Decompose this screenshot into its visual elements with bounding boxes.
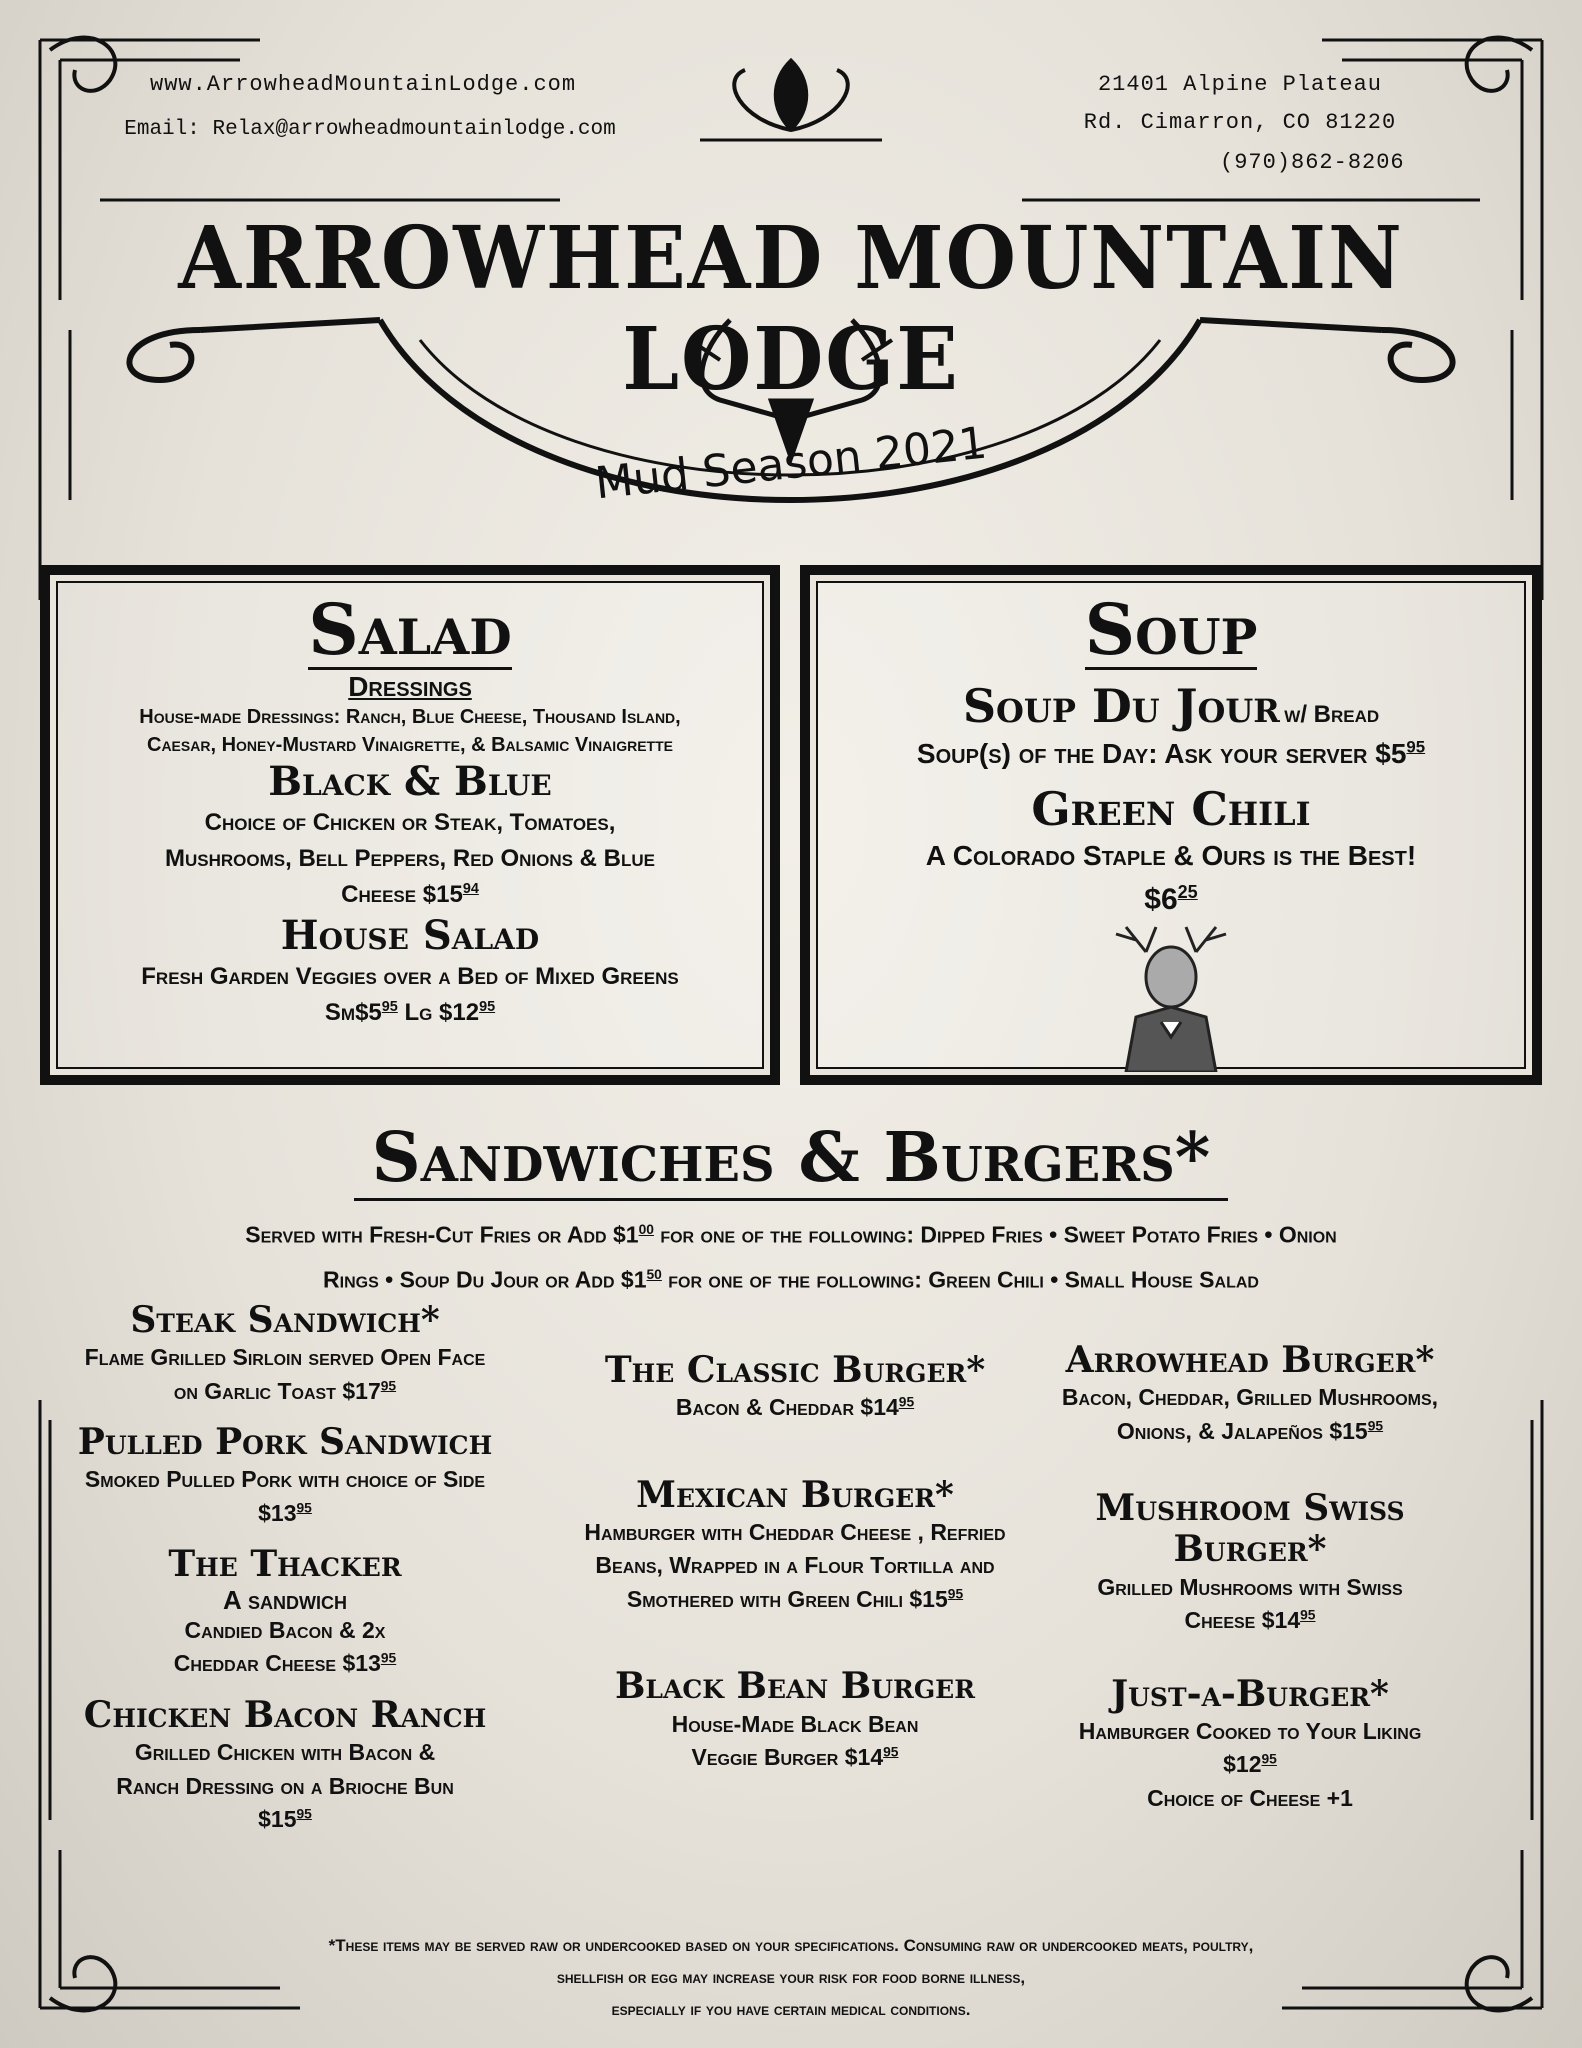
disclaimer-line-1: *These items may be served raw or undercooked based on your specifications. Consuming raw or undercooked meats, poultry, [328,1936,1254,1955]
menu-column-1 [70,1300,500,1850]
menu-item [560,1666,1030,1774]
served-with-text [40,1210,1542,1299]
menu-item-extra: Choice of Cheese +1 [1147,1784,1353,1811]
menu-item [70,1695,500,1836]
menu-item-sub: A sandwich [222,1584,348,1615]
menu-item-desc [70,1463,500,1530]
salad-box [40,565,780,1085]
email-text[interactable]: Email: Relax@arrowheadmountainlodge.com [124,118,616,141]
menu-item [70,1422,500,1530]
menu-item-price: $15 [258,1805,297,1832]
menu-item-cents: 95 [883,1744,899,1760]
menu-item-text: Bacon, Cheddar, Grilled Mushrooms, Onions, & Jalapeños [1061,1384,1439,1444]
house-salad-cents-lg: 95 [479,999,496,1016]
menu-item-cents: 95 [296,1806,312,1822]
menu-item-text: Bacon & Cheddar [675,1394,855,1421]
menu-item-text: Hamburger with Cheddar Cheese , Refried Beans, Wrapped in a Flour Tortilla and Smothered with Green Chili [584,1519,1006,1612]
menu-item-price: $13 [342,1650,381,1677]
soup-du-jour-name: Soup Du Jour [962,678,1280,733]
served-line-1a: Served with Fresh-Cut Fries or Add $1 [245,1221,639,1248]
menu-item-desc [70,1736,500,1836]
menu-item-desc [1030,1381,1470,1448]
menu-item-cents: 95 [296,1500,312,1516]
menu-item-name: Pulled Pork Sandwich [77,1421,493,1464]
sandwiches-title: Sandwiches & Burgers* [354,1118,1229,1201]
served-line-2b: for one of the following: Green Chili • Small House Salad [661,1266,1259,1293]
served-cents-1: 00 [638,1222,654,1237]
menu-item-price: $14 [844,1743,884,1770]
menu-item [70,1300,500,1408]
soup-du-jour-text: Soup(s) of the Day: Ask your server [916,737,1368,769]
lodge-title: ARROWHEAD MOUNTAIN LODGE [178,208,1404,410]
menu-item-desc [70,1341,500,1408]
menu-item-desc [560,1391,1030,1424]
menu-item-cents: 95 [380,1378,397,1394]
soup-title: Soup [1084,588,1258,671]
menu-item-text: Grilled Mushrooms with Swiss Cheese [1097,1573,1403,1634]
house-salad-text: Fresh Garden Veggies over a Bed of Mixed Greens [141,963,679,991]
menu-item-price: $15 [1329,1417,1368,1444]
menu-item [1030,1674,1470,1815]
menu-item-cents: 95 [898,1394,915,1410]
menu-item-name: Steak Sandwich* [130,1299,440,1341]
served-line-2a: Rings • Soup Du Jour or Add $1 [323,1266,647,1293]
dressings-text: House-made Dressings: Ranch, Blue Cheese, Thousand Island, Caesar, Honey-Mustard Vinaigrette, & Balsamic Vinaigrette [139,706,681,757]
green-chili-cents: 25 [1177,882,1198,903]
menu-item-name: Black Bean Burger [614,1665,975,1708]
menu-item [560,1475,1030,1616]
salad-title: Salad [308,588,512,671]
served-line-1b: for one of the following: Dipped Fries • Sweet Potato Fries • Onion [653,1221,1337,1248]
menu-item-text: House-Made Black Bean Veggie Burger [671,1710,919,1770]
season-banner: Mud Season 2021 [592,417,990,510]
green-chili-price: $6 [1144,883,1178,917]
menu-item-cents: 95 [380,1650,397,1666]
green-chili-desc: A Colorado Staple & Ours is the Best! [925,840,1417,872]
menu-item-desc [560,1516,1030,1616]
menu-item-desc [1030,1715,1470,1782]
soup-du-jour-suffix: w/ Bread [1284,700,1380,728]
menu-item-desc [70,1614,500,1681]
soup-du-jour-price: $5 [1375,737,1407,769]
house-salad-price-lg: Lg $12 [404,999,480,1027]
menu-item-desc [560,1708,1030,1775]
menu-item-text: Grilled Chicken with Bacon & Ranch Dressing on a Brioche Bun [116,1739,454,1799]
black-blue-desc [50,805,770,913]
disclaimer-line-2: shellfish or egg may increase your risk for food borne illness, [556,1968,1026,1987]
menu-item-name: Chicken Bacon Ranch [83,1693,487,1736]
address [1040,66,1440,142]
house-salad-cents-sm: 95 [381,999,398,1016]
menu-column-2 [560,1350,1030,1788]
website-text[interactable]: www.ArrowheadMountainLodge.com [150,72,577,97]
soup-du-jour-cents: 95 [1406,737,1426,757]
green-chili-name: Green Chili [1031,781,1311,836]
deer-illustration [1086,922,1256,1072]
black-blue-name: Black & Blue [268,758,552,806]
menu-item-price: $14 [1261,1607,1301,1634]
menu-item [1030,1488,1470,1637]
menu-item-price: $15 [909,1585,948,1612]
menu-item-name: Mushroom Swiss Burger* [1095,1487,1405,1571]
menu-item-name: Mexican Burger* [636,1473,954,1516]
menu-item [560,1350,1030,1425]
menu-item-price: $17 [342,1377,381,1404]
house-salad-price-sm: Sm$5 [324,999,382,1027]
menu-item-price: $13 [258,1499,297,1526]
dressings-heading: Dressings [348,670,472,702]
black-blue-price: $15 [422,881,463,909]
menu-item-text: Candied Bacon & 2x Cheddar Cheese [173,1617,386,1677]
menu-item [70,1544,500,1681]
menu-item-text: Smoked Pulled Pork with choice of Side [84,1466,486,1493]
menu-item-price: $12 [1223,1751,1262,1778]
menu-item-cents: 95 [1300,1607,1316,1623]
green-chili-price-line [810,877,1532,922]
disclaimer-line-3: especially if you have certain medical conditions. [611,2000,971,2019]
soup-du-jour-heading [810,680,1532,733]
house-salad-name: House Salad [280,912,540,960]
served-line-1 [40,1210,1542,1255]
menu-item-cents: 95 [1261,1751,1277,1767]
menu-item-cents: 95 [947,1586,964,1602]
menu-item-text: Flame Grilled Sirloin served Open Face on Garlic Toast [84,1344,486,1404]
black-blue-cents: 94 [462,881,479,898]
address-line2: Rd. Cimarron, CO 81220 [1083,110,1397,135]
soup-box [800,565,1542,1085]
black-blue-text: Choice of Chicken or Steak, Tomatoes, Mushrooms, Bell Peppers, Red Onions & Blue Cheese [165,809,655,909]
soup-du-jour-desc [810,733,1532,775]
menu-item-name: The Classic Burger* [604,1349,986,1391]
disclaimer [100,1930,1482,2026]
menu-item-price: $14 [860,1394,899,1421]
menu-item-name: The Thacker [168,1543,402,1586]
menu-item-name: Just-a-Burger* [1111,1672,1389,1715]
menu-item [1030,1340,1470,1448]
address-line1: 21401 Alpine Plateau [1097,72,1383,97]
menu-column-3 [1030,1340,1470,1829]
served-line-2 [40,1255,1542,1300]
phone-number[interactable]: (970)862-8206 [1220,150,1405,175]
menu-item-desc [1030,1571,1470,1638]
menu-item-cents: 95 [1367,1418,1384,1434]
house-salad-desc [50,959,770,1031]
menu-item-name: Arrowhead Burger* [1065,1339,1435,1381]
served-cents-2: 50 [646,1266,662,1282]
sandwiches-heading [0,1118,1582,1201]
menu-item-text: Hamburger Cooked to Your Liking [1078,1717,1422,1744]
